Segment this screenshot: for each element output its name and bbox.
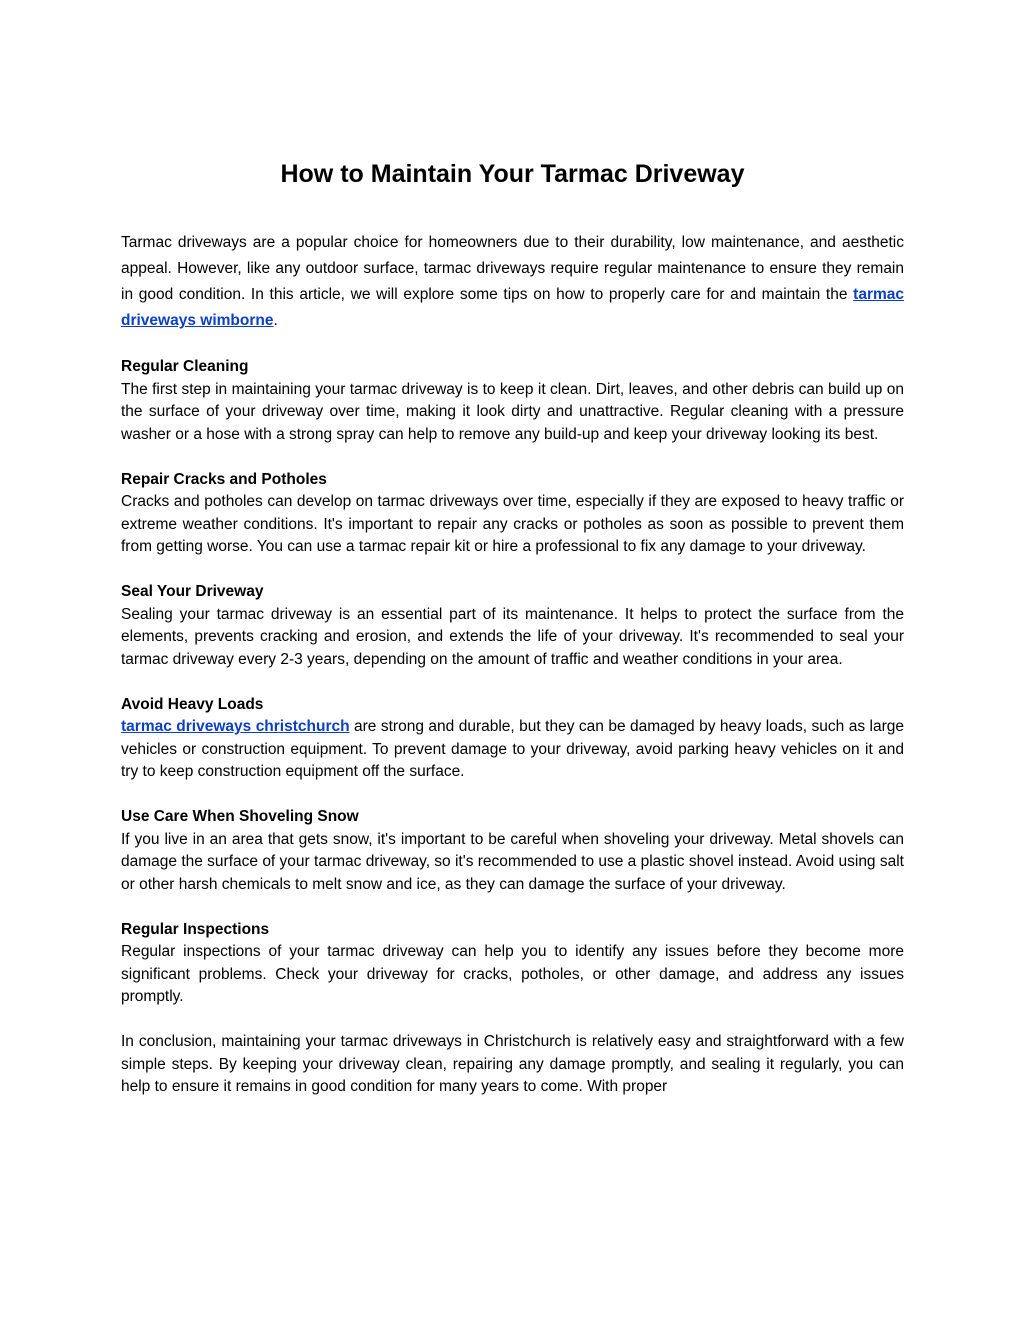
- section-heading: Regular Cleaning: [121, 358, 249, 375]
- section-body: If you live in an area that gets snow, it's important to be careful when shoveling your driveway. Metal shovels can damage the surface of your tarmac driveway, so it's recommended to use a plastic shovel instead. Avoid using salt or other harsh chemicals to melt snow and ice, as they can damage the surface of your driveway.: [121, 830, 904, 893]
- conclusion-paragraph: In conclusion, maintaining your tarmac driveways in Christchurch is relatively easy and straightforward with a few simple steps. By keeping your driveway clean, repairing any damage promptly, and sealing it regularly, you can help to ensure it remains in good condition for many years to come. With proper: [121, 1033, 904, 1095]
- link-tarmac-driveways-christchurch[interactable]: tarmac driveways christchurch: [121, 718, 350, 735]
- section-body: Cracks and potholes can develop on tarmac driveways over time, especially if they are exposed to heavy traffic or extreme weather conditions. It's important to repair any cracks or potholes as soon as possible to prevent them from getting worse. You can use a tarmac repair kit or hire a professional to fix any damage to your driveway.: [121, 493, 904, 555]
- section-heading: Avoid Heavy Loads: [121, 695, 264, 713]
- page-title: How to Maintain Your Tarmac Driveway: [280, 160, 745, 188]
- intro-paragraph: [121, 230, 904, 334]
- section-avoid-heavy-loads: [121, 694, 904, 784]
- section-body: Sealing your tarmac driveway is an essential part of its maintenance. It helps to protect the surface from the elements, prevents cracking and erosion, and extends the life of your driveway. It's recommended to seal your tarmac driveway every 2-3 years, depending on the amount of traffic and weather conditions in your area.: [121, 605, 904, 668]
- section-shoveling-snow: [121, 806, 904, 896]
- section-regular-inspections: [121, 919, 904, 1009]
- section-body: [121, 716, 904, 784]
- article-sections: [121, 356, 904, 1099]
- section-repair-cracks: [121, 469, 904, 559]
- section-body: The first step in maintaining your tarmac driveway is to keep it clean. Dirt, leaves, and other debris can build up on the surface of your driveway over time, making it look dirty and unattractive. Regular cleaning with a pressure washer or a hose with a strong spray can help to remove any build-up and keep your driveway looking its best.: [121, 380, 904, 443]
- section-heading: Use Care When Shoveling Snow: [121, 808, 359, 825]
- section-heading: Seal Your Driveway: [121, 583, 264, 600]
- section-regular-cleaning: [121, 356, 904, 446]
- link-tarmac-driveways-wimborne[interactable]: tarmac driveways wimborne: [121, 286, 904, 329]
- section-body: Regular inspections of your tarmac driveway can help you to identify any issues before they become more significant problems. Check your driveway for cracks, potholes, or other damage, and address any issues promptly.: [121, 943, 904, 1005]
- section-seal-driveway: [121, 581, 904, 671]
- intro-text-end: .: [273, 312, 278, 329]
- section-heading: Repair Cracks and Potholes: [121, 470, 327, 488]
- section-body-text: are strong and durable, but they can be damaged by heavy loads, such as large vehicles or construction equipment. To prevent damage to your driveway, avoid parking heavy vehicles on it and try to keep construction equipment off the surface.: [121, 718, 904, 780]
- section-heading: Regular Inspections: [121, 920, 270, 938]
- intro-text: Tarmac driveways are a popular choice for homeowners due to their durability, low maintenance, and aesthetic appeal. However, like any outdoor surface, tarmac driveways require regular maintenance to ensure they remain in good condition. In this article, we will explore some tips on how to properly care for and maintain the: [121, 234, 904, 303]
